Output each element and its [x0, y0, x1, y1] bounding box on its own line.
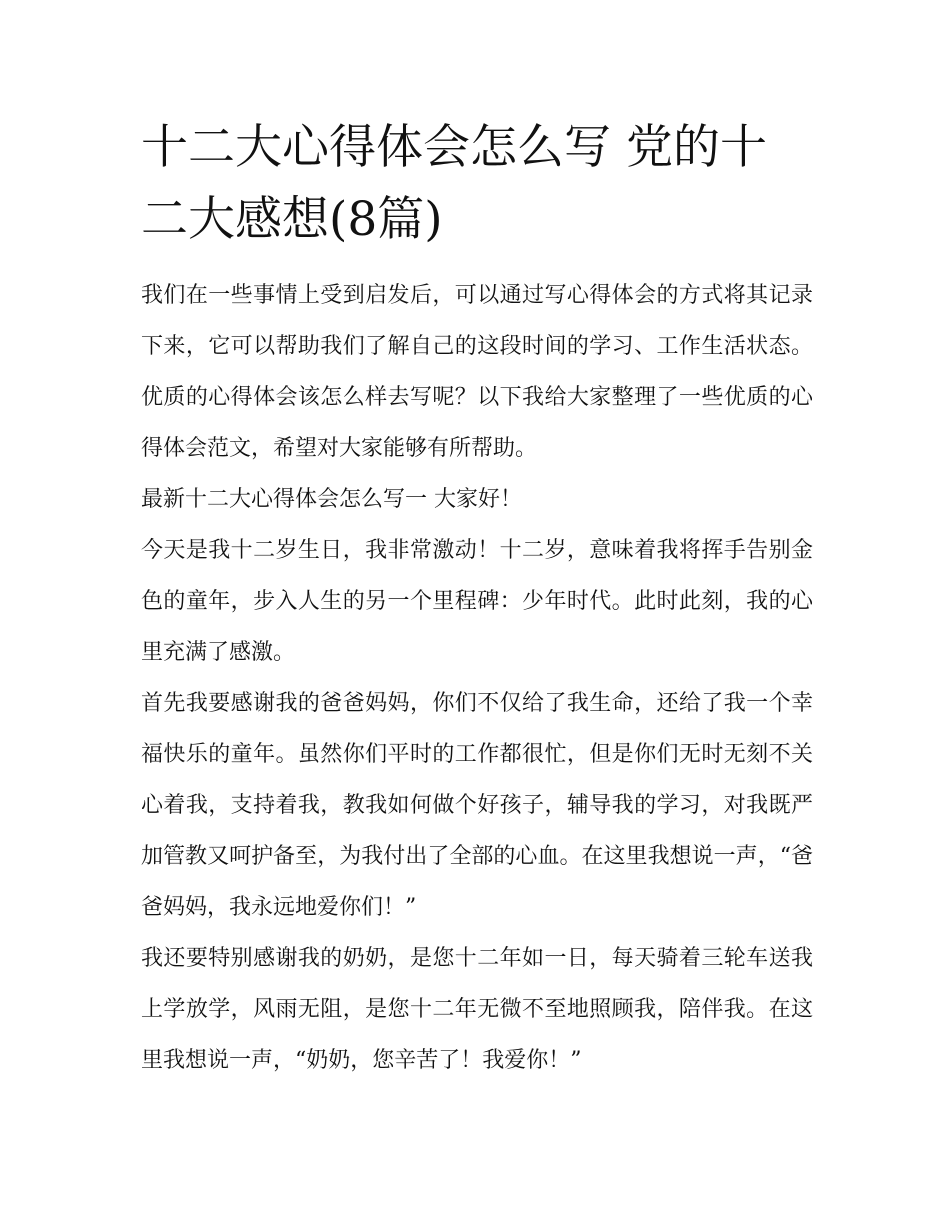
paragraph-grandmother: 我还要特别感谢我的奶奶，是您十二年如一日，每天骑着三轮车送我上学放学，风雨无阻，是您十二年无微不至地照顾我，陪伴我。在这里我想说一声，“奶奶，您辛苦了！我爱你！” [141, 946, 813, 1073]
document-body [141, 112, 813, 1086]
paragraph-section-heading: 最新十二大心得体会怎么写一 大家好！ [141, 487, 522, 512]
paragraph-parents: 首先我要感谢我的爸爸妈妈，你们不仅给了我生命，还给了我一个幸福快乐的童年。虽然你们平时的工作都很忙，但是你们无时无刻不关心着我，支持着我，教我如何做个好孩子，辅导我的学习，对我既严加管教又呵护备至，为我付出了全部的心血。在这里我想说一声，“爸爸妈妈，我永远地爱你们！” [141, 691, 813, 920]
paragraph-intro: 我们在一些事情上受到启发后，可以通过写心得体会的方式将其记录下来，它可以帮助我们了解自己的这段时间的学习、工作生活状态。优质的心得体会该怎么样去写呢？以下我给大家整理了一些优质的心得体会范文，希望对大家能够有所帮助。 [141, 283, 813, 461]
paragraph-birthday: 今天是我十二岁生日，我非常激动！十二岁，意味着我将挥手告别金色的童年，步入人生的另一个里程碑：少年时代。此时此刻，我的心里充满了感激。 [141, 538, 813, 665]
document-title: 十二大心得体会怎么写 党的十二大感想(8篇) [141, 120, 767, 247]
